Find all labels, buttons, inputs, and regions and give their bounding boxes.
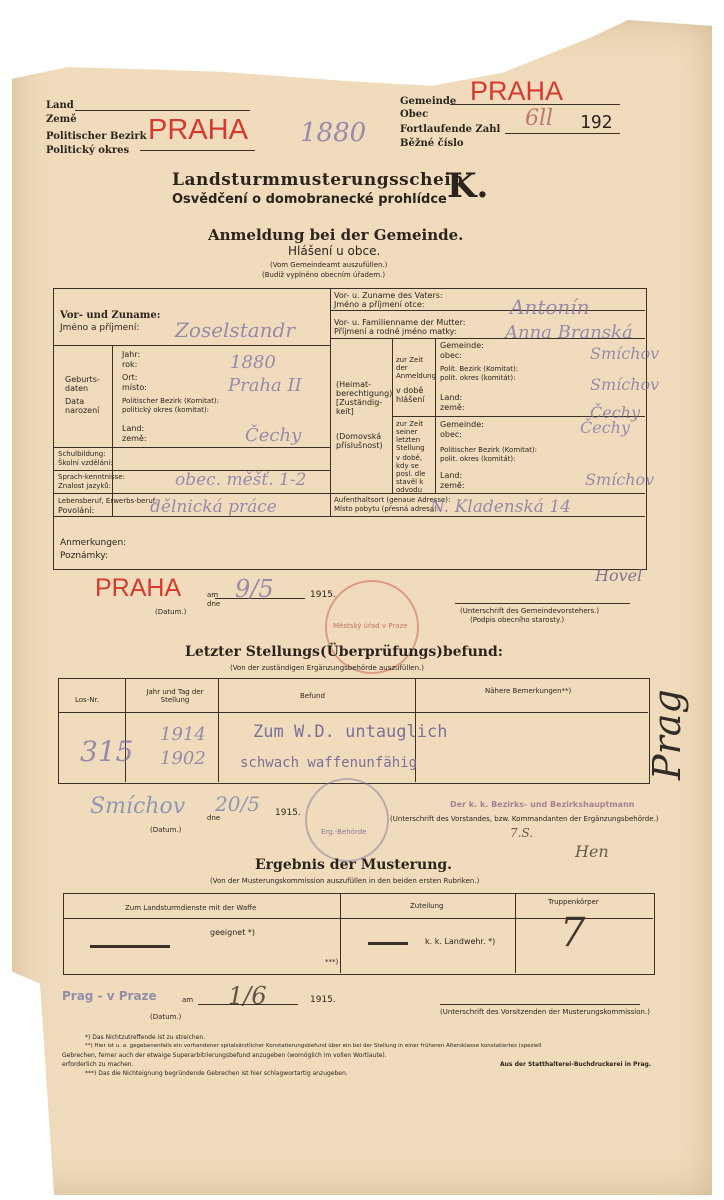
handwritten-lfd: 6ll bbox=[525, 106, 554, 131]
date2-dne: dne bbox=[207, 814, 221, 822]
handwritten-year: 1880 bbox=[300, 118, 367, 148]
ergebnis-col1: Zum Landsturmdienste mit der Waffe bbox=[125, 904, 257, 912]
col-befund: Befund bbox=[300, 692, 325, 700]
geeignet: geeignet *) bbox=[210, 928, 256, 937]
beruf-cs: Povolání: bbox=[58, 506, 95, 515]
landwehr: k. k. Landwehr. *) bbox=[425, 937, 496, 946]
jahr-hand: 1880 bbox=[230, 352, 276, 373]
sprach-cs: Znalost jazyků: bbox=[58, 482, 112, 490]
geburt-de: Geburts-daten bbox=[65, 375, 100, 393]
lfd-label: Fortlaufende Zahl bbox=[400, 124, 501, 135]
zurzeit-de: zur Zeit der Anmeldung bbox=[396, 356, 437, 380]
zurzeit2-de: zur Zeit seiner letzten Stellung bbox=[396, 420, 425, 452]
printer-note: Aus der Statthalterei-Buchdruckerei in Prag. bbox=[500, 1061, 652, 1068]
footnote-4: erforderlich zu machen. bbox=[62, 1061, 134, 1068]
ergebnis-col2: Zuteilung bbox=[410, 902, 444, 910]
sprach-de: Sprach-kenntnisse: bbox=[58, 473, 125, 481]
lland-de: Land: bbox=[440, 393, 463, 402]
aufenthalt-de: Aufenthaltsort (genaue Adresse): bbox=[334, 496, 451, 504]
jahr-hand-1: 1914 bbox=[160, 724, 206, 745]
col-bem: Nähere Bemerkungen**) bbox=[485, 687, 572, 695]
form-divider bbox=[330, 288, 331, 516]
bezirk-label: Politischer Bezirk bbox=[46, 131, 147, 142]
form-hline-2 bbox=[330, 310, 645, 311]
ergebnis-col-2 bbox=[515, 893, 516, 973]
date2-hand-date: 20/5 bbox=[215, 792, 260, 816]
seal-purple-text: Erg.-Behörde bbox=[321, 828, 367, 836]
date3-datum: (Datum.) bbox=[150, 1013, 182, 1021]
form-hline-9 bbox=[53, 493, 645, 494]
befund-title: Letzter Stellungs(Überprüfungs)befund: bbox=[185, 644, 503, 660]
aufenthalt-hand: N. Kladenská 14 bbox=[430, 497, 571, 517]
col-jahr: Jahr und Tag der Stellung bbox=[146, 688, 204, 704]
lland-cs: země: bbox=[440, 403, 465, 412]
schul-cs: Školní vzdělání: bbox=[58, 459, 113, 467]
date1-signature: Hovel bbox=[595, 566, 643, 585]
hand-mark: 7 bbox=[560, 910, 586, 956]
polbez2-de: Politischer Bezirk (Komitat): bbox=[440, 446, 537, 454]
prag-stamp: Prag - v Praze bbox=[62, 989, 157, 1003]
polbez-cs: polit. okres (komitát): bbox=[440, 374, 516, 382]
jahr-hand-2: 1902 bbox=[160, 748, 206, 769]
date1-am: am bbox=[207, 591, 219, 599]
strike-1 bbox=[90, 945, 170, 948]
date1-hand: 9/5 bbox=[235, 575, 274, 603]
befund-col-2 bbox=[218, 678, 219, 782]
stamp-untauglich: Zum W.D. untauglich bbox=[253, 722, 448, 742]
polbez-hand: Smíchov bbox=[590, 375, 660, 394]
heimat-cs: (Domovská příslušnost) bbox=[336, 432, 383, 450]
land-cs: země: bbox=[122, 434, 147, 443]
polbez2-cs: polit. okres (komitát): bbox=[440, 455, 516, 463]
form-number: 192 bbox=[580, 112, 613, 133]
anmeldung-de: Anmeldung bei der Gemeinde. bbox=[208, 226, 464, 244]
obec-label: Obec bbox=[400, 109, 429, 120]
anmeldung-note-cs: (Budiž vyplněno obecním úřadem.) bbox=[262, 271, 386, 279]
date3-year: 1915. bbox=[310, 995, 336, 1005]
date2-year: 1915. bbox=[275, 808, 301, 818]
gem2-hand: Čechy bbox=[580, 418, 631, 437]
lland-hand: Čechy bbox=[590, 403, 641, 422]
title-cs: Osvědčení o domobranecké prohlídce bbox=[172, 192, 447, 207]
side-hand-prag: Prag bbox=[645, 689, 689, 780]
ort-de: Ort: bbox=[122, 373, 138, 382]
ort-hand: Praha II bbox=[228, 375, 302, 396]
jahr-de: Jahr: bbox=[122, 350, 141, 359]
land-label: Land bbox=[46, 100, 74, 111]
date1-datum: (Datum.) bbox=[155, 608, 187, 616]
befund-header-line bbox=[58, 712, 648, 713]
date3-am: am bbox=[182, 996, 194, 1004]
title-letter: K. bbox=[447, 166, 489, 206]
land2-hand: Smíchov bbox=[585, 470, 655, 489]
footnote-2: **) Hier ist u. a. gegebenenfalls ein vorhandener spitalsärztlicher Konstatierungsbefund über ein bei der Stellung in einer früheren Altersklasse konstatiertes (speziell bbox=[85, 1043, 542, 1049]
mutter-hand: Anna Branská bbox=[505, 322, 633, 343]
date3-hand: 1/6 bbox=[228, 982, 267, 1010]
praha-stamp-date1: PRAHA bbox=[95, 574, 182, 602]
aufenthalt-cs: Místo pobytu (přesná adresa): bbox=[334, 505, 440, 513]
geburt-cs: Data narození bbox=[65, 397, 100, 415]
ergebnis-note: (Von der Musterungskommission auszufüllen in den beiden ersten Rubriken.) bbox=[210, 877, 480, 885]
bezirks-stamp: Der k. k. Bezirks- und Bezirkshauptmann bbox=[450, 800, 635, 809]
gem2-de: Gemeinde: bbox=[440, 420, 484, 429]
date2-datum: (Datum.) bbox=[150, 826, 182, 834]
land-line bbox=[75, 110, 250, 111]
strike-2 bbox=[368, 942, 408, 945]
col-losnr: Los-Nr. bbox=[75, 696, 99, 704]
ort-cs: místo: bbox=[122, 383, 147, 392]
land-de: Land: bbox=[122, 424, 145, 433]
form-hline-1 bbox=[53, 345, 330, 346]
mutter-de: Vor- u. Familienname der Mutter: bbox=[334, 318, 466, 327]
jahr-cs: rok: bbox=[122, 360, 138, 369]
zeme-label: Země bbox=[46, 114, 77, 125]
schul-hand: obec. měšť. 1-2 bbox=[175, 470, 307, 490]
form-vline-left bbox=[112, 345, 113, 516]
sig1-line bbox=[455, 603, 630, 604]
zurzeit2-cs: v době, kdy se posl. dle stavěl k odvodu bbox=[396, 454, 426, 494]
sig3-line bbox=[440, 1004, 640, 1005]
stamp-waffenunfahig: schwach waffenunfähig bbox=[240, 755, 418, 771]
vater-cs: Jméno a příjmení otce: bbox=[334, 300, 425, 309]
footnote-1: *) Das Nichtzutreffende ist zu streichen. bbox=[85, 1034, 206, 1041]
date2-hand-place: Smíchov bbox=[90, 794, 186, 819]
anm-de: Anmerkungen: bbox=[60, 538, 127, 548]
schul-de: Schulbildung: bbox=[58, 450, 106, 458]
seal-purple bbox=[305, 778, 389, 862]
okres-label: Politický okres bbox=[46, 145, 130, 156]
bezirk-cs: politický okres (komitat): bbox=[122, 406, 210, 414]
befund-note: (Von der zuständigen Ergänzungsbehörde auszufüllen.) bbox=[230, 664, 424, 672]
footnote-5: ***) Das die Nichteignung begründende Gebrechen ist hier schlagwortartig anzugeben. bbox=[85, 1070, 348, 1077]
ergebnis-col-1 bbox=[340, 893, 341, 973]
heimat-de: (Heimat-berechtigung) [Zuständig-keit] bbox=[336, 380, 393, 416]
zurzeit-cs: v době hlášení bbox=[396, 386, 425, 404]
land2-cs: země: bbox=[440, 481, 465, 490]
praha-stamp-right: PRAHA bbox=[470, 76, 564, 106]
date2-sig-hand: 7.S. bbox=[510, 826, 534, 840]
losnr-hand: 315 bbox=[80, 735, 134, 768]
date1-sig-de: (Unterschrift des Gemeindevorstehers.) bbox=[460, 607, 600, 615]
polbez-de: Polit. Bezirk (Komitat): bbox=[440, 365, 519, 373]
bezne-label: Běžné číslo bbox=[400, 138, 464, 149]
anmeldung-note-de: (Vom Gemeindeamt auszufüllen.) bbox=[270, 261, 388, 269]
ergebnis-title: Ergebnis der Musterung. bbox=[255, 857, 453, 873]
mutter-cs: Příjmení a rodné jméno matky: bbox=[334, 327, 457, 336]
stars: ***) bbox=[325, 958, 339, 966]
lfd-line bbox=[505, 133, 620, 134]
vater-hand: Antonín bbox=[510, 295, 590, 319]
anm-cs: Poznámky: bbox=[60, 551, 108, 561]
okres-line bbox=[140, 150, 255, 151]
praha-stamp-header: PRAHA bbox=[148, 114, 248, 146]
beruf-de: Lebensberuf, Erwerbs-beruf: bbox=[58, 497, 158, 505]
date2-sig-de: (Unterschrift des Vorstandes, bzw. Kommandanten der Ergänzungsbehörde.) bbox=[390, 815, 659, 823]
date1-year: 1915. bbox=[310, 590, 336, 600]
gem2-cs: obec: bbox=[440, 430, 462, 439]
beruf-hand: dělnická práce bbox=[150, 497, 277, 517]
form-hline-4 bbox=[53, 447, 330, 448]
gemeinde-de: Gemeinde: bbox=[440, 341, 484, 350]
gemeinde-cs: obec: bbox=[440, 351, 462, 360]
date1-dne: dne bbox=[207, 600, 221, 608]
anmeldung-cs: Hlášení u obce. bbox=[288, 244, 381, 258]
seal-red-text: Městský úřad v Praze bbox=[333, 622, 408, 630]
gemeinde-hand: Smíchov bbox=[590, 344, 660, 363]
vater-de: Vor- u. Zuname des Vaters: bbox=[334, 291, 443, 300]
land2-de: Land: bbox=[440, 471, 463, 480]
land-hand: Čechy bbox=[245, 425, 302, 446]
ergebnis-col3: Truppenkörper bbox=[548, 898, 599, 906]
date3-sig: (Unterschrift des Vorsitzenden der Musterungskommission.) bbox=[440, 1008, 650, 1016]
title-de: Landsturmmusterungsschein bbox=[172, 170, 465, 190]
vorname-hand: Zoselstandr bbox=[175, 318, 295, 342]
vorname-de: Vor- und Zuname: bbox=[60, 310, 161, 321]
bezirk-de: Politischer Bezirk (Komitat): bbox=[122, 397, 219, 405]
gemeinde-label: Gemeinde bbox=[400, 96, 457, 107]
date1-sig-cs: (Podpis obecního starosty.) bbox=[470, 616, 565, 624]
footnote-3: Gebrechen, ferner auch der etwaige Superarbitrierungsbefund anzugeben (womöglich im vollen Wortlaute). bbox=[62, 1052, 387, 1059]
date2-sig-hand2: Hen bbox=[575, 842, 609, 861]
vorname-cs: Jméno a příjmení: bbox=[60, 323, 140, 333]
